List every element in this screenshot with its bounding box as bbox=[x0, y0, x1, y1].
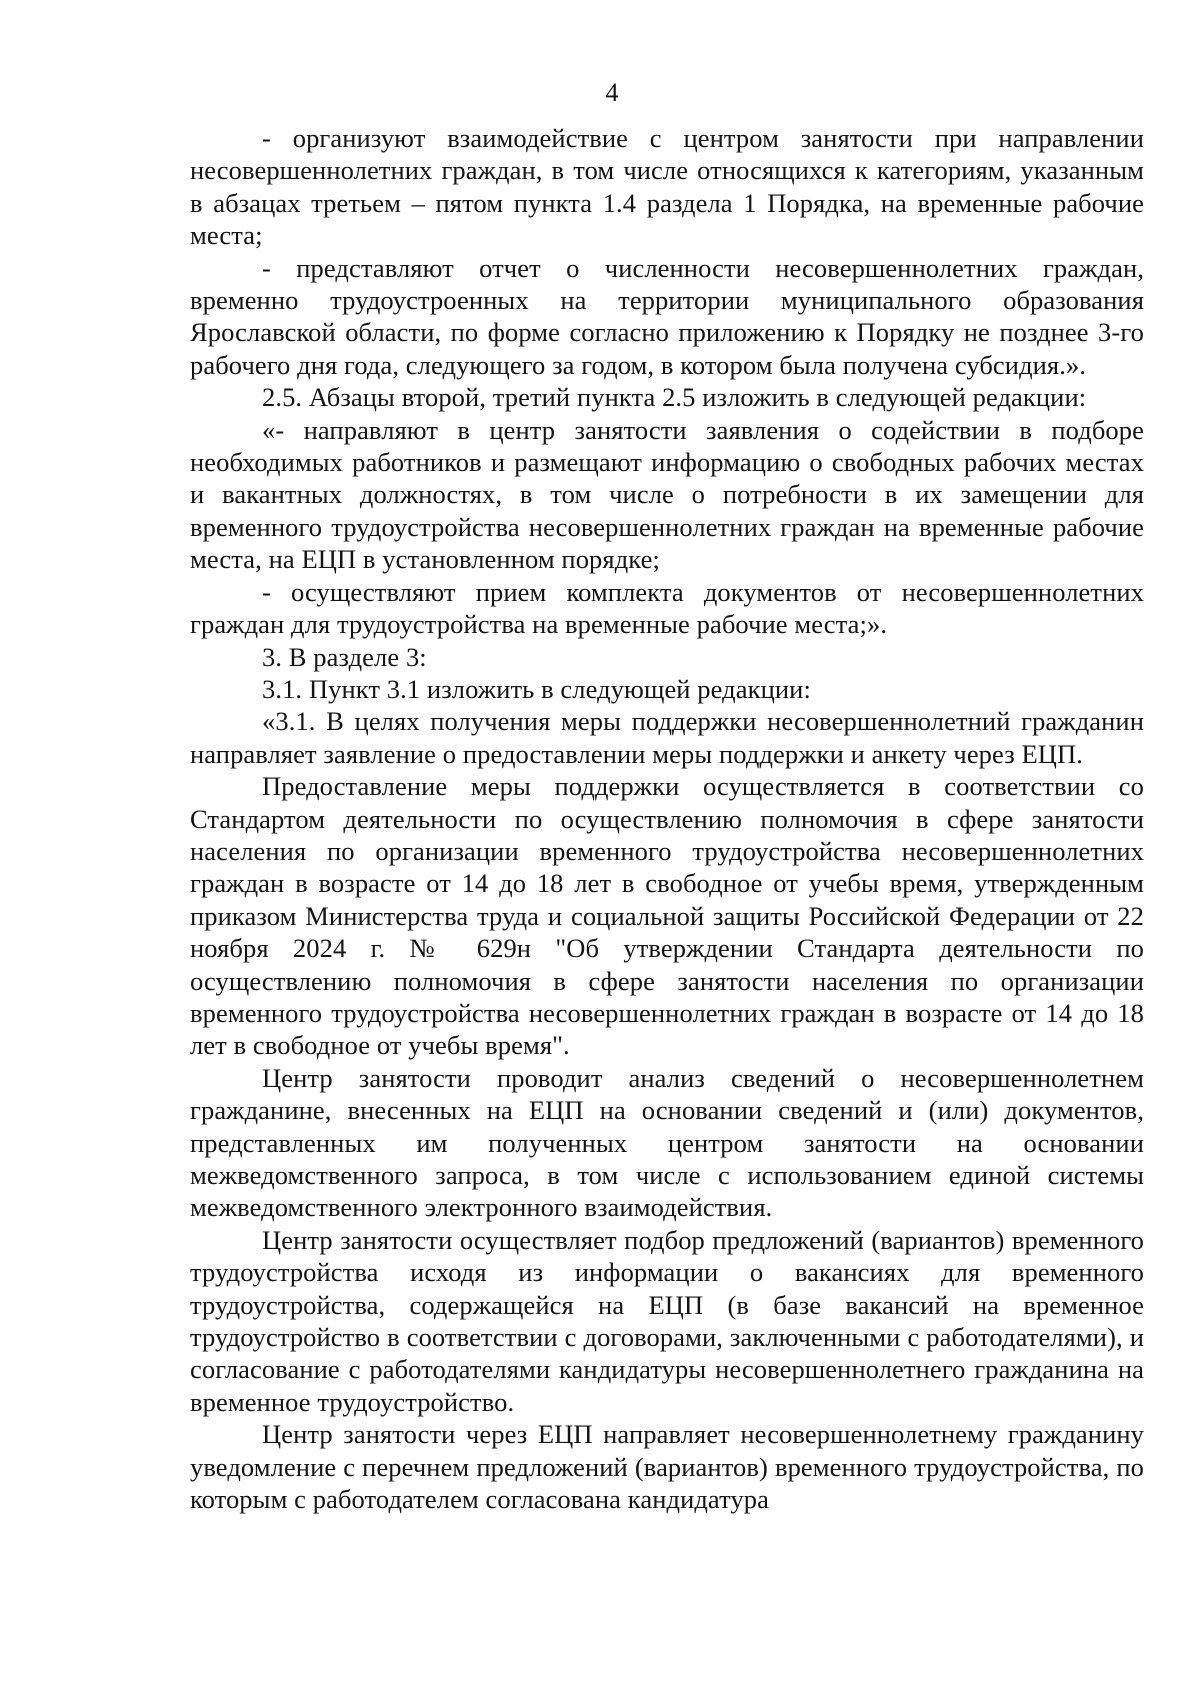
paragraph-section-3: 3. В разделе 3: bbox=[262, 641, 427, 672]
paragraph-accept-documents: - осуществляют прием комплекта документов от несовершеннолетних граждан для трудоустройства на временные рабочие места;». bbox=[190, 576, 1144, 640]
paragraph-analysis: Центр занятости проводит анализ сведений о несовершеннолетнем гражданине, внесенных на ЕЦП на основании сведений и (или) документов, представленных им полученных центром занятости на основании межведомственного запроса, в том числе с использованием единой системы межведомственного электронного взаимодействия. bbox=[190, 1062, 1144, 1223]
paragraph-support-standard: Предоставление меры поддержки осуществляется в соответствии со Стандартом деятельности по осуществлению полномочия в сфере занятости населения по организации временного трудоустройства несовершеннолетних граждан в возрасте от 14 до 18 лет в свободное от учебы время, утвержденным приказом Министерства труда и социальной защиты Российской Федерации от 22 ноября 2024 г. № 629н "Об утверждении Стандарта деятельности по осуществлению полномочия в сфере занятости населения по организации временного трудоустройства несовершеннолетних граждан в возрасте от 14 до 18 лет в свободное от учебы время". bbox=[190, 771, 1144, 1061]
paragraph-send-applications: «- направляют в центр занятости заявления о содействии в подборе необходимых работников и размещают информацию о свободных рабочих местах и вакантных должностях, в том числе о потребности в их замещении для временного трудоустройства несовершеннолетних граждан на временные рабочие места, на ЕЦП в установленном порядке; bbox=[190, 414, 1144, 575]
paragraph-3-1: 3.1. Пункт 3.1 изложить в следующей редакции: bbox=[262, 673, 811, 704]
paragraph-3-1-text: «3.1. В целях получения меры поддержки несовершеннолетний гражданин направляет заявление о предоставлении меры поддержки и анкету через ЕЦП. bbox=[190, 706, 1144, 769]
document-body bbox=[190, 122, 1144, 1515]
paragraph-organize-interaction: - организуют взаимодействие с центром занятости при направлении несовершеннолетних граждан, в том числе относящихся к категориям, указанным в абзацах третьем – пятом пункта 1.4 раздела 1 Порядка, на временные рабочие места; bbox=[190, 123, 1144, 251]
paragraph-2-5: 2.5. Абзацы второй, третий пункта 2.5 изложить в следующей редакции: bbox=[262, 382, 1087, 413]
paragraph-report: - представляют отчет о численности несовершеннолетних граждан, временно трудоустроенных на территории муниципального образования Ярославской области, по форме согласно приложению к Порядку не позднее 3-го рабочего дня года, следующего за годом, в котором была получена субсидия.». bbox=[190, 252, 1144, 380]
paragraph-notification: Центр занятости через ЕЦП направляет несовершеннолетнему гражданину уведомление с перечнем предложений (вариантов) временного трудоустройства, по которым с работодателем согласована кандидатура bbox=[190, 1419, 1144, 1515]
paragraph-selection: Центр занятости осуществляет подбор предложений (вариантов) временного трудоустройства исходя из информации о вакансиях для временного трудоустройства, содержащейся на ЕЦП (в базе вакансий на временное трудоустройство в соответствии с договорами, заключенными с работодателями), и согласование с работодателями кандидатуры несовершеннолетнего гражданина на временное трудоустройство. bbox=[190, 1224, 1144, 1417]
page-number: 4 bbox=[605, 78, 619, 107]
